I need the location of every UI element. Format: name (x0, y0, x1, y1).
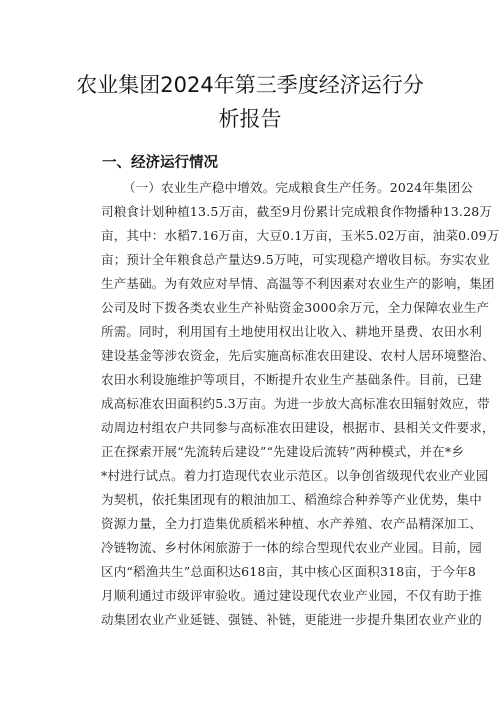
text-line: *村进行试点。着力打造现代农业示范区。以争创省级现代农业产业园 (101, 468, 489, 483)
text-line: 月顺利通过市级评审验收。通过建设现代农业产业园，不仅有助于推 (101, 588, 483, 603)
text-line: 冷链物流、乡村休闲旅游于一体的综合型现代农业产业园。目前，园 (101, 540, 483, 555)
text-line: 农田水利设施维护等项目，不断提升农业生产基础条件。目前，已建 (101, 372, 483, 387)
section-heading: 一、经济运行情况 (102, 155, 218, 171)
text-line: 为契机，依托集团现有的粮油加工、稻渔综合种养等产业优势，集中 (101, 492, 483, 507)
text-line: 司粮食计划种植13.5万亩，截至9月份累计完成粮食作物播种13.28万 (101, 204, 493, 219)
text-line: 生产基础。为有效应对旱情、高温等不利因素对农业生产的影响，集团 (101, 276, 495, 291)
text-line: 亩，其中：水稻7.16万亩，大豆0.1万亩，玉米5.02万亩，油菜0.09万 (101, 228, 500, 243)
text-line: 亩；预计全年粮食总产量达9.5万吨，可实现稳产增收目标。夯实农业 (101, 252, 490, 267)
text-line: 建设基金等涉农资金，先后实施高标准农田建设、农村人居环境整治、 (101, 348, 495, 363)
text-line: 成高标准农田面积约5.3万亩。为进一步放大高标准农田辐射效应，带 (101, 396, 490, 411)
text-line: 动周边村组农户共同参与高标准农田建设，根据市、县相关文件要求， (101, 420, 495, 435)
body-text (101, 176, 500, 632)
text-line: 所需。同时，利用国有土地使用权出让收入、耕地开垦费、农田水利 (101, 324, 483, 339)
text-line: 动集团农业产业延链、强链、补链，更能进一步提升集团农业产业的 (101, 612, 483, 627)
text-line: 资源力量，全力打造集优质稻米种植、水产养殖、农产品精深加工、 (101, 516, 483, 531)
text-line: （一）农业生产稳中增效。完成粮食生产任务。2024年集团公 (123, 180, 474, 195)
text-line: 区内“稻渔共生”总面积达618亩，其中核心区面积318亩，于今年8 (101, 564, 477, 579)
text-line: 正在探索开展“先流转后建设”“先建设后流转”两种模式，并在*乡 (101, 444, 465, 459)
document-title: 农业集团2024年第三季度经济运行分析报告 (76, 73, 424, 131)
text-line: 公司及时下拨各类农业生产补贴资金3000余万元，全力保障农业生产 (101, 300, 490, 315)
